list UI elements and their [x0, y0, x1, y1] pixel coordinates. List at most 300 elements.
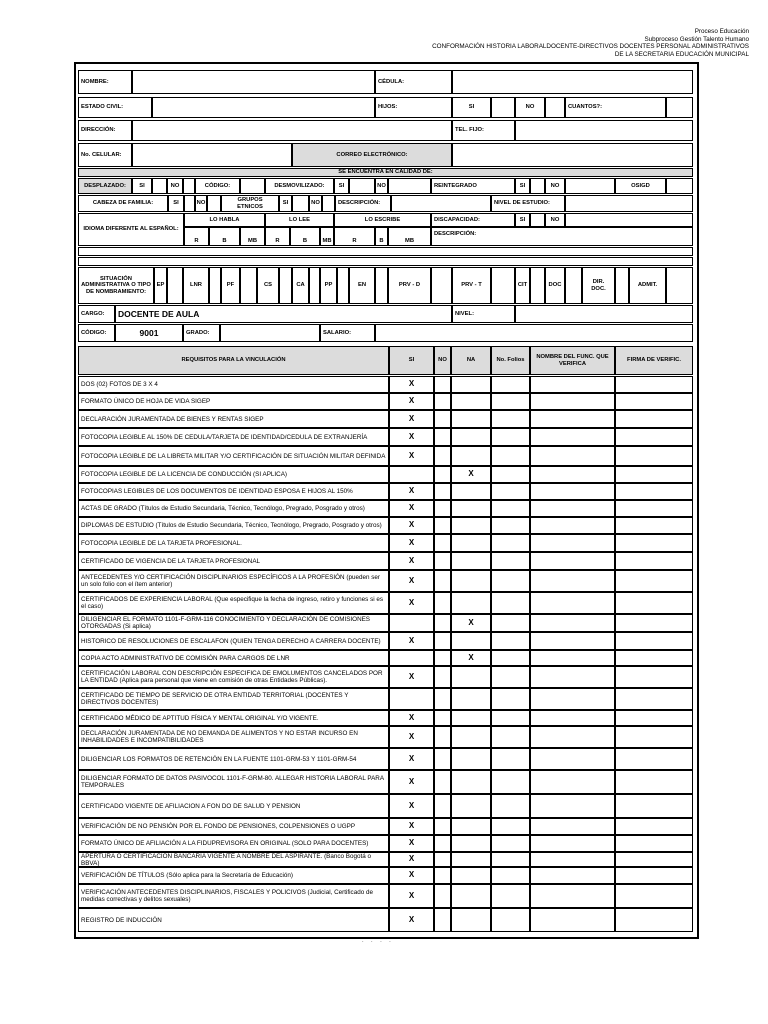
tipo-en-box[interactable] [375, 267, 388, 304]
req-row-15-si[interactable] [389, 632, 434, 650]
tipo-prv-t-box[interactable] [491, 267, 515, 304]
req-row-19-firma[interactable] [615, 710, 693, 726]
req-row-16-func[interactable] [530, 650, 615, 666]
req-row-10-func[interactable] [530, 534, 615, 552]
req-row-18-func[interactable] [530, 688, 615, 710]
desplazado-si-box[interactable] [152, 178, 167, 194]
req-row-24-folios[interactable] [491, 818, 530, 835]
codigo-label: CÓDIGO: [78, 324, 115, 342]
req-row-19-na[interactable] [451, 710, 491, 726]
req-row-3-folios[interactable] [491, 410, 530, 428]
req-row-20-si[interactable] [389, 726, 434, 748]
req-row-19-func[interactable] [530, 710, 615, 726]
req-row-28-func[interactable] [530, 884, 615, 908]
req-row-6-func[interactable] [530, 466, 615, 483]
req-row-6-no[interactable] [434, 466, 451, 483]
direccion-field[interactable] [132, 120, 452, 141]
req-row-19-no[interactable] [434, 710, 451, 726]
req-row-12-firma[interactable] [615, 570, 693, 592]
req-row-19-check-mark: X [408, 712, 415, 722]
cedula-field[interactable] [452, 70, 693, 94]
discapacidad-si-box[interactable] [530, 213, 545, 227]
req-row-21-folios[interactable] [491, 748, 530, 770]
tipo-pp: PP [320, 267, 337, 304]
req-row-24-si[interactable] [389, 818, 434, 835]
cuantos-field[interactable] [666, 97, 693, 118]
req-row-8-no[interactable] [434, 500, 451, 517]
req-row-5-si[interactable] [389, 446, 434, 466]
req-row-17-no[interactable] [434, 666, 451, 688]
req-row-2-check-mark: X [408, 396, 415, 406]
req-row-23-si[interactable] [389, 794, 434, 818]
req-row-17-si[interactable] [389, 666, 434, 688]
req-row-11-folios[interactable] [491, 552, 530, 570]
req-row-14-func[interactable] [530, 614, 615, 632]
req-row-28-na[interactable] [451, 884, 491, 908]
req-row-6-firma[interactable] [615, 466, 693, 483]
req-row-22-na[interactable] [451, 770, 491, 794]
nivel-label: NIVEL: [452, 305, 515, 323]
req-row-27-folios[interactable] [491, 867, 530, 884]
req-row-14-na[interactable] [451, 614, 491, 632]
lo-lee-label: LO LEE [265, 213, 334, 227]
req-row-8-na[interactable] [451, 500, 491, 517]
blank-row-2[interactable] [78, 257, 693, 266]
req-row-17-firma[interactable] [615, 666, 693, 688]
req-row-3-no[interactable] [434, 410, 451, 428]
req-row-23-check-mark: X [408, 800, 415, 810]
req-row-25-si[interactable] [389, 835, 434, 852]
req-row-1-folios[interactable] [491, 376, 530, 393]
req-row-21-no[interactable] [434, 748, 451, 770]
tipo-ca-box[interactable] [309, 267, 320, 304]
req-row-12-na[interactable] [451, 570, 491, 592]
situacion-label: SITUACIÓN ADMINISTRATIVA O TIPO DE NOMBRAMIENTO: [78, 267, 154, 304]
celular-field[interactable] [132, 143, 292, 167]
req-row-5-func[interactable] [530, 446, 615, 466]
escribe-r[interactable]: R [334, 227, 375, 246]
grupos-no-label: NO [309, 195, 322, 212]
req-row-3-si[interactable] [389, 410, 434, 428]
req-row-24-func[interactable] [530, 818, 615, 835]
tipo-admit: ADMIT. [629, 267, 666, 304]
req-row-3-firma[interactable] [615, 410, 693, 428]
req-row-7-si[interactable] [389, 483, 434, 500]
req-row-26-check-mark: X [408, 854, 415, 864]
req-row-4-no[interactable] [434, 428, 451, 446]
req-row-24-check-mark: X [408, 821, 415, 831]
req-row-14-check-mark: X [468, 617, 474, 627]
req-row-2-text: FORMATO ÚNICO DE HOJA DE VIDA SIGEP [78, 393, 389, 410]
hijos-label: HIJOS: [375, 97, 452, 118]
req-row-11-func[interactable] [530, 552, 615, 570]
cuantos-label: CUANTOS?: [565, 97, 666, 118]
grupos-descripcion-field[interactable] [391, 195, 491, 212]
req-row-27-firma[interactable] [615, 867, 693, 884]
discapacidad-no-box[interactable] [565, 213, 693, 227]
desmovilizado-no-box[interactable] [388, 178, 431, 194]
req-row-16-no[interactable] [434, 650, 451, 666]
req-row-6-si[interactable] [389, 466, 434, 483]
req-row-20-folios[interactable] [491, 726, 530, 748]
req-row-21-firma[interactable] [615, 748, 693, 770]
req-row-13-folios[interactable] [491, 592, 530, 614]
req-row-15-no[interactable] [434, 632, 451, 650]
req-row-27-na[interactable] [451, 867, 491, 884]
req-row-5-folios[interactable] [491, 446, 530, 466]
req-row-4-firma[interactable] [615, 428, 693, 446]
lo-habla-label: LO HABLA [184, 213, 265, 227]
req-row-29-text: REGISTRO DE INDUCCIÓN [78, 908, 389, 932]
req-row-2-na[interactable] [451, 393, 491, 410]
req-row-2-folios[interactable] [491, 393, 530, 410]
tipo-ep: EP [154, 267, 167, 304]
req-row-29-no[interactable] [434, 908, 451, 932]
req-row-8-folios[interactable] [491, 500, 530, 517]
req-row-16-na[interactable] [451, 650, 491, 666]
req-row-12-check-mark: X [408, 575, 415, 585]
req-row-23-text: CERTIFICADO VIGENTE DE AFILIACION A FON DO DE SALUD Y PENSION [78, 794, 389, 818]
discapacidad-descripcion[interactable]: DESCRIPCIÓN: [431, 227, 693, 246]
req-row-6-folios[interactable] [491, 466, 530, 483]
req-header-requisitos: REQUISITOS PARA LA VINCULACIÓN [78, 346, 389, 375]
req-row-13-func[interactable] [530, 592, 615, 614]
escribe-b[interactable]: B [375, 227, 388, 246]
tipo-pf: PF [221, 267, 240, 304]
lee-b[interactable]: B [290, 227, 320, 246]
req-row-23-func[interactable] [530, 794, 615, 818]
tipo-cit-box[interactable] [530, 267, 545, 304]
req-row-7-func[interactable] [530, 483, 615, 500]
req-row-28-folios[interactable] [491, 884, 530, 908]
req-row-26-na[interactable] [451, 852, 491, 867]
req-row-28-no[interactable] [434, 884, 451, 908]
req-row-28-text: VERIFICACIÓN ANTECEDENTES DISCIPLINARIOS, FISCALES Y POLICIVOS (Judicial, Certificado de medidas correctivas y delitos sexuales) [78, 884, 389, 908]
req-row-12-text: ANTECEDENTES Y/O CERTIFICACIÓN DISCIPLINARIOS ESPECÍFICOS A LA PROFESIÓN (pueden ser un solo folio con el ítem anterior) [78, 570, 389, 592]
cargo-label: CARGO: [78, 305, 115, 323]
req-row-22-firma[interactable] [615, 770, 693, 794]
estado-civil-label: ESTADO CIVIL: [78, 97, 152, 118]
req-row-20-firma[interactable] [615, 726, 693, 748]
req-row-15-folios[interactable] [491, 632, 530, 650]
salario-label: SALARIO: [320, 324, 375, 342]
discapacidad-label: DISCAPACIDAD: [431, 213, 515, 227]
reintegrado-label: REINTEGRADO [431, 178, 515, 194]
req-header-no: NO [434, 346, 451, 375]
req-row-4-na[interactable] [451, 428, 491, 446]
req-row-24-na[interactable] [451, 818, 491, 835]
salario-field[interactable] [375, 324, 693, 342]
req-row-25-no[interactable] [434, 835, 451, 852]
req-row-6-check-mark: X [468, 469, 474, 479]
req-row-18-si[interactable] [389, 688, 434, 710]
tipo-doc-box[interactable] [565, 267, 582, 304]
tipo-cs-box[interactable] [279, 267, 292, 304]
correo-field[interactable] [452, 143, 693, 167]
req-row-9-na[interactable] [451, 517, 491, 534]
grado-field[interactable] [220, 324, 320, 342]
req-row-5-firma[interactable] [615, 446, 693, 466]
req-row-10-si[interactable] [389, 534, 434, 552]
req-row-2-func[interactable] [530, 393, 615, 410]
req-row-11-no[interactable] [434, 552, 451, 570]
req-row-4-folios[interactable] [491, 428, 530, 446]
req-row-1-firma[interactable] [615, 376, 693, 393]
req-row-15-func[interactable] [530, 632, 615, 650]
req-row-8-firma[interactable] [615, 500, 693, 517]
req-row-16-check-mark: X [468, 652, 474, 662]
req-row-26-si[interactable] [389, 852, 434, 867]
page-cut-mark: · · · · [362, 939, 394, 945]
req-row-26-folios[interactable] [491, 852, 530, 867]
req-row-22-no[interactable] [434, 770, 451, 794]
req-row-20-na[interactable] [451, 726, 491, 748]
req-row-21-na[interactable] [451, 748, 491, 770]
tipo-dir-doc-box[interactable] [615, 267, 629, 304]
req-row-17-na[interactable] [451, 666, 491, 688]
desplazado-no-box[interactable] [183, 178, 195, 194]
req-row-3-func[interactable] [530, 410, 615, 428]
reintegrado-no-label: NO [545, 178, 565, 194]
req-row-25-na[interactable] [451, 835, 491, 852]
hijos-no-box[interactable] [545, 97, 565, 118]
req-row-6-text: FOTOCOPIA LEGIBLE DE LA LICENCIA DE CONDUCCIÓN (SI APLICA) [78, 466, 389, 483]
req-row-26-no[interactable] [434, 852, 451, 867]
tipo-doc: DOC [545, 267, 565, 304]
tipo-lnr-box[interactable] [209, 267, 221, 304]
req-row-20-check-mark: X [408, 731, 415, 741]
req-row-3-check-mark: X [408, 413, 415, 423]
req-row-27-check-mark: X [408, 870, 415, 880]
nivel-estudio-field[interactable] [565, 195, 693, 212]
celular-label: No. CELULAR: [78, 143, 132, 167]
req-row-12-si[interactable] [389, 570, 434, 592]
tipo-cit: CIT [515, 267, 530, 304]
req-row-5-text: FOTOCOPIA LEGIBLE DE LA LIBRETA MILITAR Y/O CERTIFICACIÓN DE SITUACIÓN MILITAR DEFINIDA [78, 446, 389, 466]
desplazado-label: DESPLAZADO: [78, 178, 132, 194]
req-row-2-si[interactable] [389, 393, 434, 410]
req-row-17-folios[interactable] [491, 666, 530, 688]
req-row-14-si[interactable] [389, 614, 434, 632]
req-row-23-folios[interactable] [491, 794, 530, 818]
req-row-29-check-mark: X [408, 914, 415, 924]
req-row-18-folios[interactable] [491, 688, 530, 710]
tipo-pf-box[interactable] [240, 267, 257, 304]
req-row-6-na[interactable] [451, 466, 491, 483]
req-row-13-firma[interactable] [615, 592, 693, 614]
req-row-19-si[interactable] [389, 710, 434, 726]
reintegrado-no-box[interactable] [565, 178, 615, 194]
req-row-1-text: DOS (02) FOTOS DE 3 X 4 [78, 376, 389, 393]
req-row-9-firma[interactable] [615, 517, 693, 534]
req-row-5-na[interactable] [451, 446, 491, 466]
habla-b[interactable]: B [209, 227, 240, 246]
req-row-11-na[interactable] [451, 552, 491, 570]
req-row-16-si[interactable] [389, 650, 434, 666]
req-row-8-si[interactable] [389, 500, 434, 517]
cabeza-no-box[interactable] [207, 195, 221, 212]
grupos-si-box[interactable] [292, 195, 309, 212]
lee-r[interactable]: R [265, 227, 290, 246]
idioma-label: IDIOMA DIFERENTE AL ESPAÑOL: [78, 213, 184, 246]
habla-r[interactable]: R [184, 227, 209, 246]
lee-mb[interactable]: MB [320, 227, 334, 246]
grupos-etnicos-label: GRUPOS ETNICOS [221, 195, 279, 212]
hijos-si-box[interactable] [491, 97, 515, 118]
hijos-si-label: SI [452, 97, 491, 118]
req-row-20-text: DECLARACIÓN JURAMENTADA DE NO DEMANDA DE ALIMENTOS Y NO ESTAR INCURSO EN INHABILIDADES E INCOMPATIBILIDADES [78, 726, 389, 748]
req-row-20-no[interactable] [434, 726, 451, 748]
tipo-dir-doc: DIR. DOC. [582, 267, 615, 304]
req-row-7-folios[interactable] [491, 483, 530, 500]
req-row-27-no[interactable] [434, 867, 451, 884]
req-row-18-no[interactable] [434, 688, 451, 710]
req-row-22-si[interactable] [389, 770, 434, 794]
tipo-admit-box[interactable] [666, 267, 693, 304]
req-row-22-folios[interactable] [491, 770, 530, 794]
grupos-no-box[interactable] [322, 195, 335, 212]
req-row-13-no[interactable] [434, 592, 451, 614]
req-row-20-func[interactable] [530, 726, 615, 748]
desmovilizado-si-box[interactable] [349, 178, 375, 194]
header-line-2: Subproceso Gestión Talento Humano [644, 35, 749, 43]
req-row-25-func[interactable] [530, 835, 615, 852]
habla-mb[interactable]: MB [240, 227, 265, 246]
req-row-9-folios[interactable] [491, 517, 530, 534]
req-row-29-func[interactable] [530, 908, 615, 932]
req-row-11-firma[interactable] [615, 552, 693, 570]
req-row-26-firma[interactable] [615, 852, 693, 867]
req-row-25-firma[interactable] [615, 835, 693, 852]
req-row-9-no[interactable] [434, 517, 451, 534]
nombre-field[interactable] [132, 70, 375, 94]
req-row-11-si[interactable] [389, 552, 434, 570]
req-row-16-firma[interactable] [615, 650, 693, 666]
req-row-28-si[interactable] [389, 884, 434, 908]
req-row-9-text: DIPLOMAS DE ESTUDIO (Títulos de Estudio Secundaria, Técnico, Tecnólogo, Pregrado, Posgrado y otros) [78, 517, 389, 534]
blank-row-1[interactable] [78, 247, 693, 256]
tipo-prv-d-box[interactable] [431, 267, 452, 304]
req-row-15-na[interactable] [451, 632, 491, 650]
req-row-14-folios[interactable] [491, 614, 530, 632]
cabeza-si-box[interactable] [184, 195, 195, 212]
req-row-7-firma[interactable] [615, 483, 693, 500]
req-row-21-si[interactable] [389, 748, 434, 770]
req-row-2-no[interactable] [434, 393, 451, 410]
req-row-10-na[interactable] [451, 534, 491, 552]
req-row-21-text: DILIGENCIAR LOS FORMATOS DE RETENCIÓN EN LA FUENTE 1101-GRM-53 Y 1101-GRM-54 [78, 748, 389, 770]
req-row-7-check-mark: X [408, 486, 415, 496]
cedula-label: CÉDULA: [375, 70, 452, 94]
discapacidad-si-label: SI [515, 213, 530, 227]
req-row-15-firma[interactable] [615, 632, 693, 650]
req-row-29-si[interactable] [389, 908, 434, 932]
req-row-29-na[interactable] [451, 908, 491, 932]
req-row-29-firma[interactable] [615, 908, 693, 932]
desplazado-si-label: SI [132, 178, 152, 194]
req-row-15-text: HISTORICO DE RESOLUCIONES DE ESCALAFON (QUIEN TENGA DERECHO A CARRERA DOCENTE) [78, 632, 389, 650]
req-row-10-no[interactable] [434, 534, 451, 552]
req-row-12-folios[interactable] [491, 570, 530, 592]
req-row-13-na[interactable] [451, 592, 491, 614]
req-row-4-func[interactable] [530, 428, 615, 446]
req-row-18-firma[interactable] [615, 688, 693, 710]
header-line-1: Proceso Educación [694, 28, 749, 35]
osigd-box[interactable] [666, 178, 693, 194]
req-row-25-folios[interactable] [491, 835, 530, 852]
req-row-12-func[interactable] [530, 570, 615, 592]
nivel-field[interactable] [515, 305, 693, 323]
req-row-9-func[interactable] [530, 517, 615, 534]
reintegrado-si-box[interactable] [530, 178, 545, 194]
req-row-23-firma[interactable] [615, 794, 693, 818]
req-row-1-no[interactable] [434, 376, 451, 393]
reintegrado-si-label: SI [515, 178, 530, 194]
req-row-1-func[interactable] [530, 376, 615, 393]
escribe-mb[interactable]: MB [388, 227, 431, 246]
tel-fijo-field[interactable] [515, 120, 693, 141]
req-row-5-no[interactable] [434, 446, 451, 466]
req-row-12-no[interactable] [434, 570, 451, 592]
req-row-7-na[interactable] [451, 483, 491, 500]
req-row-21-func[interactable] [530, 748, 615, 770]
req-row-10-check-mark: X [408, 537, 415, 547]
req-row-26-func[interactable] [530, 852, 615, 867]
desplazado-codigo-field[interactable] [240, 178, 265, 194]
req-row-28-firma[interactable] [615, 884, 693, 908]
req-row-27-func[interactable] [530, 867, 615, 884]
req-row-8-func[interactable] [530, 500, 615, 517]
req-header-firma: FIRMA DE VERIFIC. [615, 346, 693, 375]
codigo-value[interactable]: 9001 [115, 324, 183, 342]
req-row-18-na[interactable] [451, 688, 491, 710]
tipo-ep-box[interactable] [167, 267, 183, 304]
tipo-pp-box[interactable] [337, 267, 349, 304]
req-row-29-folios[interactable] [491, 908, 530, 932]
req-row-10-firma[interactable] [615, 534, 693, 552]
req-row-23-na[interactable] [451, 794, 491, 818]
discapacidad-no-label: NO [545, 213, 565, 227]
req-row-2-firma[interactable] [615, 393, 693, 410]
cargo-value[interactable]: DOCENTE DE AULA [115, 305, 452, 323]
req-row-14-no[interactable] [434, 614, 451, 632]
req-row-17-check-mark: X [408, 671, 415, 681]
req-row-3-na[interactable] [451, 410, 491, 428]
desmovilizado-label: DESMOVILIZADO: [265, 178, 334, 194]
req-row-17-func[interactable] [530, 666, 615, 688]
req-row-5-check-mark: X [408, 450, 415, 460]
req-row-4-si[interactable] [389, 428, 434, 446]
req-row-22-func[interactable] [530, 770, 615, 794]
req-row-23-no[interactable] [434, 794, 451, 818]
req-row-1-si[interactable] [389, 376, 434, 393]
req-row-27-si[interactable] [389, 867, 434, 884]
osigd-label: OSIGD [615, 178, 666, 194]
req-row-13-si[interactable] [389, 592, 434, 614]
req-row-14-firma[interactable] [615, 614, 693, 632]
req-row-16-folios[interactable] [491, 650, 530, 666]
req-row-7-no[interactable] [434, 483, 451, 500]
req-row-24-no[interactable] [434, 818, 451, 835]
req-row-19-folios[interactable] [491, 710, 530, 726]
req-header-funcionario: NOMBRE DEL FUNC. QUE VERIFICA [530, 346, 615, 375]
req-row-10-folios[interactable] [491, 534, 530, 552]
req-row-24-firma[interactable] [615, 818, 693, 835]
estado-civil-field[interactable] [152, 97, 375, 118]
calidad-header: SE ENCUENTRA EN CALIDAD DE: [78, 168, 693, 177]
req-row-9-si[interactable] [389, 517, 434, 534]
req-row-1-na[interactable] [451, 376, 491, 393]
